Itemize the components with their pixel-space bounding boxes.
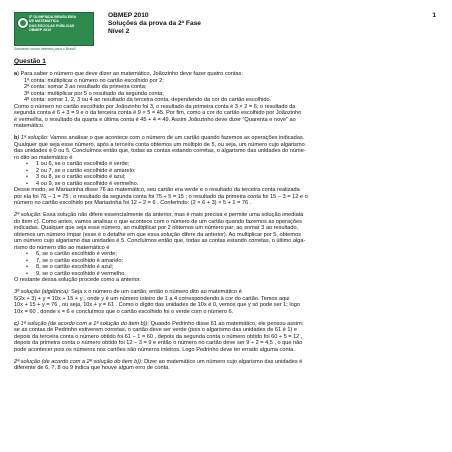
- item-c-label: c: [14, 320, 18, 327]
- list-item: • 8, se o cartão escolhido é azul;: [14, 264, 436, 271]
- item-b-text: por ela foi 76 − 1 = 75 ; o resultado da segunda conta foi 75 ÷ 5 = 15 ; o resultado da primeira conta foi 15 − 3 = 12 e o: [14, 193, 308, 200]
- logo-line: 5ª OLIMPÍADA BRASILEIRA: [29, 15, 77, 19]
- item-c-text: se as contas de Pedrinho estiverem corretas, o cartão deve ser verde (pois o algarismo das unidades de 61 é 1) e: [14, 327, 297, 333]
- item-c-span: Quando Pedrinho disse 61 ao matemático, ele pensou assim:: [149, 320, 304, 327]
- logo-line: DE MATEMÁTICA: [29, 19, 59, 24]
- item-a-text: é vermelha, o resultado da quarta e última conta é 45 + 4 = 49. Assim Joãozinho deve dizer “Quarenta e nove” ao: [14, 116, 296, 123]
- header-title-line: Nível 2: [108, 27, 130, 35]
- item-a-step: 4ª conta: somar 1, 2, 3 ou 4 ao resultado da terceira conta, dependendo da cor do cartão escolhido.: [24, 97, 272, 103]
- item-b-text-span: Vamos analisar o que acontece com o número de um cartão quando fazemos as operações indicadas.: [48, 135, 305, 141]
- item-b-sol3: 10x + 15 + y = 76 , ou seja, 10x + y = 61 . Como o dígito das unidades de 10x é 0, vemos que y só pode ser 1; logo: [14, 302, 300, 308]
- item-b-sol2: do item c). Como antes, vamos analisar o que acontece com o número de um cartão quando fazemos as operações: [14, 218, 302, 225]
- item-a-step: 3ª conta: multiplicar por 5 o resultado da segunda conta;: [24, 90, 164, 97]
- item-b-sol3-lead: 3ª solução (algébrica):: [14, 289, 70, 295]
- item-a-intro-text: ) Para saber o número que deve dizer ao matemático, Joãozinho deve fazer quatro contas:: [17, 71, 243, 77]
- logo-tagline: Somando novos talentos para o Brasil!: [14, 47, 76, 51]
- item-a-text: segunda conta é 6 + 3 = 9 e o da terceira conta é 9 × 5 = 45. Por fim, como a cor do cartão escolhido por Joãozinho: [14, 110, 302, 116]
- header-title-line: Soluções da prova da 2ª Fase: [108, 19, 201, 27]
- item-b-sol3: 5(2x + 3) + y = 10x + 15 + y , onde y é um número inteiro de 1 a 4 correspondendo à cor do cartão. Temos aqui: [14, 295, 290, 302]
- item-b-sol2: rismo do número dito ao matemático é: [14, 244, 110, 251]
- logo-line: OBMEP 2010: [29, 28, 52, 33]
- list-item: • 2 ou 7, se o cartão escolhido é amarelo;: [14, 168, 436, 175]
- item-a-text: Como o número no cartão escolhido por Joãozinho foi 3, o resultado da primeira conta é 3 × 2 = 6; o resultado da: [14, 103, 296, 110]
- item-b-sol3-span: Seja x o número de um cartão; então o número dito ao matemático é: [69, 289, 242, 295]
- document-page: [14, 12, 436, 372]
- page-header: [14, 12, 436, 56]
- item-c-lead: ) 1ª solução (de acordo com a 1ª solução do item b)):: [17, 320, 150, 327]
- header-title: [108, 12, 201, 35]
- item-a-label: a: [14, 71, 18, 77]
- item-b-text: Desse modo, se Mariazinha disse 76 ao matemático, seu cartão era verde e o resultado da terceira conta realizada: [14, 187, 300, 193]
- item-b-text: das unidades é 0 ou 5. Concluímos então que, todas as contas estando corretas, o algarismo das unidades do núme-: [14, 148, 306, 154]
- item-b-sol2: indicadas. Qualquer que seja esse número, ao multiplicar por 2 obtemos um número par; ao somar 3 ao resultado,: [14, 225, 299, 231]
- logo-line: DAS ESCOLAS PÚBLICAS: [29, 23, 75, 28]
- item-c-sol2-lead: 2ª solução (de acordo com a 2ª solução do item b)):: [14, 358, 143, 365]
- item-b-text: número no cartão escolhido por Mariazinha foi 12 ÷ 2 = 6 . Conferindo: (2 × 6 + 3) × 5 + 1 = 76 .: [14, 200, 252, 206]
- list-item: • 9, se o cartão escolhido é vermelho.: [14, 271, 436, 278]
- item-c-text: depois da terceira conta o número obtido foi 61 − 1 = 60 , depois da segunda conta o número obtido foi 60 ÷ 5 = 12 ,: [14, 333, 303, 340]
- item-a-step: 1ª conta: multiplicar o número no cartão escolhido por 2;: [24, 77, 164, 84]
- seal-icon: [17, 17, 29, 29]
- list-item: • 6, se o cartão escolhido é verde;: [14, 251, 436, 258]
- item-b-sol2-span: Essa solução não difere essencialmente da anterior, mas é mais precisa e permite uma solução imediata: [41, 212, 304, 218]
- list-item: • 3 ou 8, se o cartão escolhido é azul;: [14, 174, 436, 181]
- item-b-sol2-end: O restante dessa solução procede como a anterior.: [14, 277, 141, 283]
- item-b-sol2: obtemos um número ímpar (esse é o detalhe em que essa solução difere da anterior). Ao multiplicar por 5, obtemos: [14, 231, 301, 238]
- item-b-text: Qualquer que seja esse número, após a terceira conta obtemos um múltiplo de 5, ou seja, um número cujo algarismo: [14, 141, 305, 148]
- item-a-step: 2ª conta: somar 3 ao resultado da primeira conta;: [24, 84, 147, 90]
- item-b-label: b: [14, 135, 18, 141]
- obmep-logo: [14, 12, 94, 46]
- list-item: • 7, se o cartão escolhido é amarelo;: [14, 258, 436, 265]
- item-b-text: ro dito ao matemático é: [14, 154, 73, 161]
- list-item: • 1 ou 6, se o cartão escolhido é verde;: [14, 161, 436, 168]
- item-a-text: matemático.: [14, 123, 45, 129]
- item-c-text: pode acontecer pois os números nos cartões são números inteiros. Logo Pedrinho deve ter errado alguma conta.: [14, 346, 295, 353]
- item-b-sol2-lead: 2ª solução:: [14, 212, 42, 218]
- item-b-sol2: um número cujo algarismo das unidades é 5. Concluímos então que, todas as contas estando corretas, o último alga-: [14, 238, 306, 244]
- list-item: • 4 ou 9, se o cartão escolhido é vermelho.: [14, 181, 436, 188]
- item-c-sol2: diferente de 6, 7, 8 ou 9 indica que houve algum erro de conta.: [14, 365, 170, 371]
- page-number: 1: [432, 12, 436, 19]
- item-c-text: depois da primeira conta o número obtido foi 12 − 3 = 9 e então o número no cartão deve ser 9 ÷ 2 = 4,5 , o que não: [14, 340, 303, 346]
- item-b-lead: ) 1ª solução:: [17, 135, 49, 141]
- header-title-line: OBMEP 2010: [108, 12, 149, 19]
- item-c-sol2-span: Dizer ao matemático um número cujo algarismo das unidades é: [142, 358, 303, 365]
- question-title: Questão 1: [14, 58, 46, 65]
- item-b-sol3: 10x = 60 , donde x = 6 e concluímos que o cartão escolhido foi o verde com o número 6.: [14, 308, 234, 315]
